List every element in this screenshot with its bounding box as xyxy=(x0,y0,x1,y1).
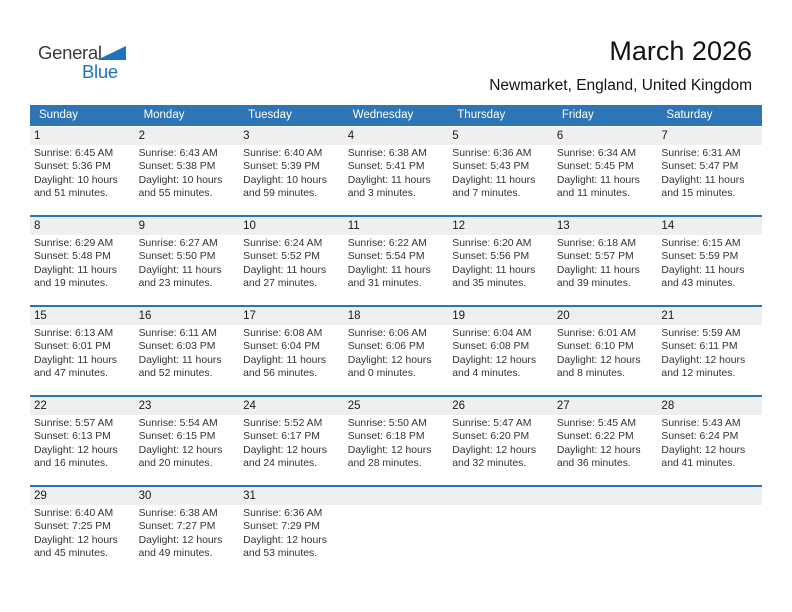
sunset-text: Sunset: 7:27 PM xyxy=(138,521,216,533)
daylight-text: Daylight: 12 hours and 4 minutes. xyxy=(452,354,537,380)
day-cell xyxy=(30,235,135,305)
day-number-band xyxy=(30,487,762,505)
daylight-text: Daylight: 11 hours and 23 minutes. xyxy=(138,264,222,290)
day-number: 20 xyxy=(556,310,570,322)
sunset-text: Sunset: 5:52 PM xyxy=(243,251,320,263)
day-number: 18 xyxy=(347,310,361,322)
weekday-header-friday: Friday xyxy=(561,109,594,121)
sunrise-text: Sunrise: 5:45 AM xyxy=(556,418,636,429)
daylight-text: Daylight: 12 hours and 49 minutes. xyxy=(138,534,223,560)
day-number: 28 xyxy=(661,400,675,412)
day-cell xyxy=(657,325,762,395)
logo-text-general: General xyxy=(38,42,102,63)
sunrise-text: Sunrise: 6:40 AM xyxy=(34,508,114,519)
weekday-header-sunday: Sunday xyxy=(39,109,79,121)
weekday-header-saturday: Saturday xyxy=(666,109,713,121)
sunrise-text: Sunrise: 5:59 AM xyxy=(661,328,741,339)
day-cell xyxy=(553,145,658,215)
sunset-text: Sunset: 5:59 PM xyxy=(661,251,739,263)
day-number: 22 xyxy=(34,400,47,412)
weekday-header-tuesday: Tuesday xyxy=(248,109,292,121)
sunrise-text: Sunrise: 6:45 AM xyxy=(34,148,114,159)
sunset-text: Sunset: 6:08 PM xyxy=(452,341,530,353)
sunrise-text: Sunrise: 6:34 AM xyxy=(556,148,636,159)
daylight-text: Daylight: 11 hours and 43 minutes. xyxy=(661,264,745,290)
sunrise-text: Sunrise: 6:31 AM xyxy=(661,148,741,159)
sunset-text: Sunset: 5:39 PM xyxy=(243,161,320,173)
sunrise-text: Sunrise: 6:38 AM xyxy=(347,148,427,159)
weekday-header-wednesday: Wednesday xyxy=(352,109,414,121)
sunset-text: Sunset: 6:18 PM xyxy=(347,431,425,443)
sunset-text: Sunset: 5:57 PM xyxy=(556,251,634,263)
day-details-row xyxy=(30,415,762,485)
day-number: 23 xyxy=(138,400,152,412)
week-row xyxy=(30,215,762,305)
daylight-text: Daylight: 12 hours and 24 minutes. xyxy=(243,444,327,470)
day-cell-empty xyxy=(657,505,762,575)
daylight-text: Daylight: 11 hours and 3 minutes. xyxy=(347,174,431,200)
day-number-band xyxy=(30,127,762,145)
day-cell xyxy=(239,235,344,305)
day-number-empty xyxy=(344,487,449,505)
sunrise-text: Sunrise: 6:13 AM xyxy=(34,328,114,339)
sunrise-text: Sunrise: 5:47 AM xyxy=(452,418,532,429)
sunset-text: Sunset: 6:06 PM xyxy=(347,341,425,353)
sunrise-text: Sunrise: 6:40 AM xyxy=(243,148,323,159)
sunrise-text: Sunrise: 5:43 AM xyxy=(661,418,741,429)
weekday-header-monday: Monday xyxy=(143,109,185,121)
day-number: 29 xyxy=(34,490,47,502)
week-row xyxy=(30,395,762,485)
day-number: 27 xyxy=(556,400,570,412)
day-details-row xyxy=(30,325,762,395)
day-number: 9 xyxy=(138,220,145,232)
day-cell xyxy=(239,145,344,215)
day-number-band xyxy=(30,217,762,235)
day-number: 16 xyxy=(138,310,152,322)
sunset-text: Sunset: 6:04 PM xyxy=(243,341,320,353)
day-cell xyxy=(448,415,553,485)
sunrise-text: Sunrise: 6:27 AM xyxy=(138,238,218,249)
daylight-text: Daylight: 11 hours and 7 minutes. xyxy=(452,174,536,200)
sunset-text: Sunset: 6:03 PM xyxy=(138,341,216,353)
daylight-text: Daylight: 12 hours and 32 minutes. xyxy=(452,444,537,470)
day-number: 26 xyxy=(452,400,466,412)
sunrise-text: Sunrise: 6:11 AM xyxy=(138,328,217,339)
day-number: 17 xyxy=(243,310,256,322)
day-cell xyxy=(553,415,658,485)
daylight-text: Daylight: 11 hours and 35 minutes. xyxy=(452,264,536,290)
daylight-text: Daylight: 12 hours and 28 minutes. xyxy=(347,444,432,470)
day-cell xyxy=(239,505,344,575)
sunrise-text: Sunrise: 6:29 AM xyxy=(34,238,114,249)
sunrise-text: Sunrise: 6:38 AM xyxy=(138,508,218,519)
day-number: 10 xyxy=(243,220,256,232)
daylight-text: Daylight: 12 hours and 45 minutes. xyxy=(34,534,118,560)
sunset-text: Sunset: 5:36 PM xyxy=(34,161,111,173)
day-number-empty xyxy=(448,487,553,505)
day-cell xyxy=(135,505,240,575)
sunset-text: Sunset: 5:41 PM xyxy=(347,161,425,173)
day-number: 7 xyxy=(661,130,668,142)
day-cell xyxy=(657,415,762,485)
sunrise-text: Sunrise: 6:36 AM xyxy=(452,148,532,159)
sunset-text: Sunset: 5:50 PM xyxy=(138,251,216,263)
day-cell xyxy=(30,505,135,575)
daylight-text: Daylight: 11 hours and 11 minutes. xyxy=(556,174,640,200)
day-cell xyxy=(448,145,553,215)
sunset-text: Sunset: 6:13 PM xyxy=(34,431,111,443)
daylight-text: Daylight: 12 hours and 16 minutes. xyxy=(34,444,118,470)
sunset-text: Sunset: 6:10 PM xyxy=(556,341,634,353)
sunset-text: Sunset: 6:01 PM xyxy=(34,341,111,353)
day-details-row xyxy=(30,505,762,575)
sunrise-text: Sunrise: 6:24 AM xyxy=(243,238,323,249)
sunset-text: Sunset: 6:11 PM xyxy=(661,341,738,353)
day-number: 15 xyxy=(34,310,47,322)
day-number: 6 xyxy=(556,130,564,142)
day-cell xyxy=(657,235,762,305)
day-number: 5 xyxy=(452,130,459,142)
sunrise-text: Sunrise: 6:36 AM xyxy=(243,508,323,519)
daylight-text: Daylight: 11 hours and 27 minutes. xyxy=(243,264,327,290)
day-cell xyxy=(553,325,658,395)
day-cell xyxy=(30,145,135,215)
sunset-text: Sunset: 5:38 PM xyxy=(138,161,216,173)
daylight-text: Daylight: 12 hours and 36 minutes. xyxy=(556,444,641,470)
day-cell xyxy=(239,415,344,485)
week-row xyxy=(30,305,762,395)
day-number-band xyxy=(30,307,762,325)
sunrise-text: Sunrise: 6:04 AM xyxy=(452,328,532,339)
sunset-text: Sunset: 7:29 PM xyxy=(243,521,320,533)
sunset-text: Sunset: 6:17 PM xyxy=(243,431,320,443)
sunset-text: Sunset: 5:56 PM xyxy=(452,251,530,263)
day-cell xyxy=(135,235,240,305)
day-cell xyxy=(448,235,553,305)
sunrise-text: Sunrise: 5:52 AM xyxy=(243,418,323,429)
sunset-text: Sunset: 5:54 PM xyxy=(347,251,425,263)
day-cell xyxy=(657,145,762,215)
day-cell xyxy=(30,325,135,395)
sunset-text: Sunset: 5:48 PM xyxy=(34,251,111,263)
day-number: 19 xyxy=(452,310,466,322)
daylight-text: Daylight: 12 hours and 53 minutes. xyxy=(243,534,327,560)
sunset-text: Sunset: 5:47 PM xyxy=(661,161,739,173)
daylight-text: Daylight: 10 hours and 51 minutes. xyxy=(34,174,118,200)
day-number: 30 xyxy=(138,490,152,502)
day-cell xyxy=(344,235,449,305)
sunset-text: Sunset: 7:25 PM xyxy=(34,521,111,533)
daylight-text: Daylight: 12 hours and 12 minutes. xyxy=(661,354,746,380)
sunset-text: Sunset: 6:15 PM xyxy=(138,431,216,443)
day-cell xyxy=(344,145,449,215)
sunset-text: Sunset: 6:24 PM xyxy=(661,431,739,443)
week-row xyxy=(30,485,762,575)
sunrise-text: Sunrise: 6:08 AM xyxy=(243,328,323,339)
daylight-text: Daylight: 11 hours and 47 minutes. xyxy=(34,354,117,380)
logo xyxy=(38,42,138,82)
daylight-text: Daylight: 10 hours and 59 minutes. xyxy=(243,174,327,200)
day-number: 24 xyxy=(243,400,256,412)
day-number-empty xyxy=(657,487,762,505)
daylight-text: Daylight: 11 hours and 19 minutes. xyxy=(34,264,117,290)
day-number: 4 xyxy=(347,130,355,142)
daylight-text: Daylight: 11 hours and 15 minutes. xyxy=(661,174,745,200)
sunrise-text: Sunrise: 5:57 AM xyxy=(34,418,114,429)
day-cell xyxy=(135,145,240,215)
day-cell-empty xyxy=(448,505,553,575)
logo-text-blue: Blue xyxy=(82,61,118,82)
day-cell-empty xyxy=(553,505,658,575)
day-number: 2 xyxy=(138,130,145,142)
daylight-text: Daylight: 11 hours and 39 minutes. xyxy=(556,264,640,290)
sunset-text: Sunset: 5:43 PM xyxy=(452,161,530,173)
day-number: 12 xyxy=(452,220,466,232)
day-number: 14 xyxy=(661,220,675,232)
daylight-text: Daylight: 11 hours and 31 minutes. xyxy=(347,264,431,290)
day-number-empty xyxy=(553,487,658,505)
day-number: 25 xyxy=(347,400,361,412)
week-row xyxy=(30,127,762,215)
location-subtitle: Newmarket, England, United Kingdom xyxy=(489,77,752,94)
sunset-text: Sunset: 5:45 PM xyxy=(556,161,634,173)
daylight-text: Daylight: 11 hours and 56 minutes. xyxy=(243,354,327,380)
day-cell xyxy=(553,235,658,305)
sunrise-text: Sunrise: 5:54 AM xyxy=(138,418,218,429)
sunrise-text: Sunrise: 6:01 AM xyxy=(556,328,636,339)
day-number: 3 xyxy=(243,130,250,142)
day-cell xyxy=(448,325,553,395)
sunset-text: Sunset: 6:22 PM xyxy=(556,431,634,443)
page-title: March 2026 xyxy=(609,36,752,66)
daylight-text: Daylight: 12 hours and 41 minutes. xyxy=(661,444,746,470)
day-cell xyxy=(344,415,449,485)
day-details-row xyxy=(30,235,762,305)
day-details-row xyxy=(30,145,762,215)
weekday-header-thursday: Thursday xyxy=(457,109,506,121)
day-cell-empty xyxy=(344,505,449,575)
daylight-text: Daylight: 12 hours and 20 minutes. xyxy=(138,444,223,470)
sunrise-text: Sunrise: 6:18 AM xyxy=(556,238,636,249)
daylight-text: Daylight: 10 hours and 55 minutes. xyxy=(138,174,223,200)
day-cell xyxy=(135,415,240,485)
day-cell xyxy=(239,325,344,395)
sunrise-text: Sunrise: 6:15 AM xyxy=(661,238,741,249)
daylight-text: Daylight: 12 hours and 8 minutes. xyxy=(556,354,641,380)
sunrise-text: Sunrise: 6:20 AM xyxy=(452,238,532,249)
daylight-text: Daylight: 11 hours and 52 minutes. xyxy=(138,354,222,380)
day-number: 13 xyxy=(556,220,570,232)
day-number-band xyxy=(30,397,762,415)
day-number: 8 xyxy=(34,220,41,232)
day-cell xyxy=(344,325,449,395)
day-cell xyxy=(135,325,240,395)
day-number: 1 xyxy=(34,130,41,142)
sunrise-text: Sunrise: 6:22 AM xyxy=(347,238,427,249)
day-cell xyxy=(30,415,135,485)
sunset-text: Sunset: 6:20 PM xyxy=(452,431,530,443)
day-number: 21 xyxy=(661,310,675,322)
daylight-text: Daylight: 12 hours and 0 minutes. xyxy=(347,354,432,380)
calendar-grid xyxy=(30,105,762,575)
weekday-header-row xyxy=(30,105,762,126)
day-number: 11 xyxy=(347,220,360,232)
day-number: 31 xyxy=(243,490,256,502)
sunrise-text: Sunrise: 6:06 AM xyxy=(347,328,427,339)
sunrise-text: Sunrise: 5:50 AM xyxy=(347,418,427,429)
sunrise-text: Sunrise: 6:43 AM xyxy=(138,148,218,159)
